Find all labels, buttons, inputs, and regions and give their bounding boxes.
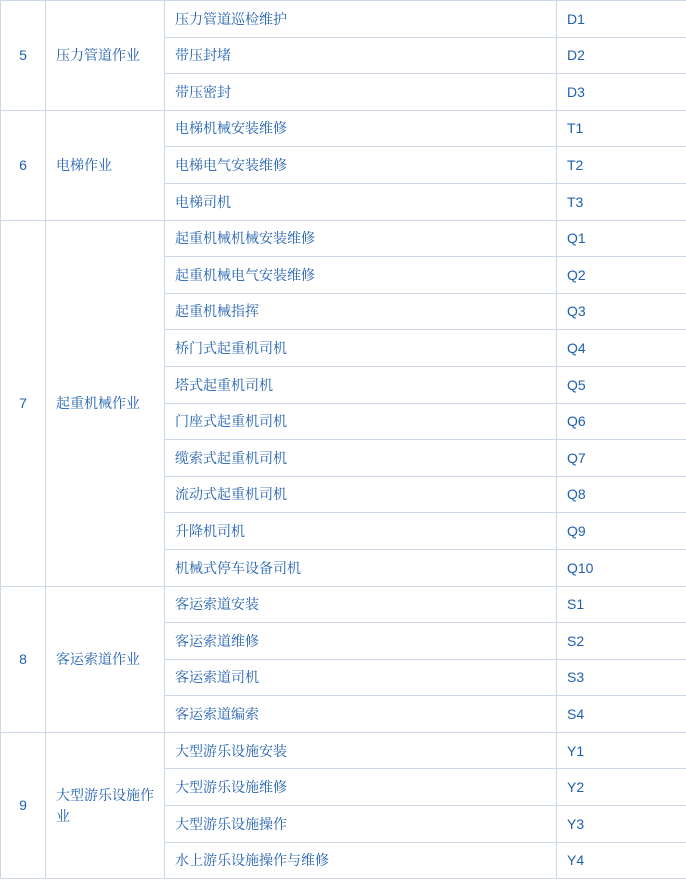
table-row [1,586,686,623]
row-item-name: 起重机械电气安装维修 [165,257,557,294]
row-item-name: 电梯司机 [165,183,557,220]
row-item-code: S3 [557,659,686,696]
row-item-name: 带压密封 [165,74,557,111]
row-item-name: 机械式停车设备司机 [165,549,557,586]
row-item-code: D2 [557,37,686,74]
row-item-code: S4 [557,696,686,733]
row-index: 6 [1,110,46,220]
row-item-name: 客运索道编索 [165,696,557,733]
row-item-code: Q6 [557,403,686,440]
row-item-code: Y1 [557,732,686,769]
row-item-code: Y3 [557,806,686,843]
row-category: 客运索道作业 [46,586,165,732]
row-index: 8 [1,586,46,732]
row-item-code: S2 [557,623,686,660]
row-item-code: Y2 [557,769,686,806]
row-item-code: T3 [557,183,686,220]
row-category: 大型游乐设施作业 [46,732,165,878]
row-item-code: Q7 [557,440,686,477]
row-item-code: Q8 [557,476,686,513]
table-row [1,220,686,257]
table-row [1,1,686,38]
row-item-name: 带压封堵 [165,37,557,74]
row-index: 7 [1,220,46,586]
row-item-code: Q5 [557,366,686,403]
row-item-name: 大型游乐设施维修 [165,769,557,806]
row-category: 电梯作业 [46,110,165,220]
row-category: 压力管道作业 [46,1,165,111]
row-item-name: 电梯机械安装维修 [165,110,557,147]
row-item-code: Q1 [557,220,686,257]
row-item-code: Q2 [557,257,686,294]
row-item-name: 起重机械指挥 [165,293,557,330]
row-item-name: 大型游乐设施操作 [165,806,557,843]
table-body [1,1,686,879]
row-item-code: T1 [557,110,686,147]
row-item-code: Q10 [557,549,686,586]
table-row [1,110,686,147]
row-item-code: Q9 [557,513,686,550]
row-item-code: Y4 [557,842,686,879]
row-item-name: 客运索道维修 [165,623,557,660]
row-item-name: 缆索式起重机司机 [165,440,557,477]
row-index: 5 [1,1,46,111]
row-item-code: Q4 [557,330,686,367]
row-item-code: S1 [557,586,686,623]
row-item-code: Q3 [557,293,686,330]
table-row [1,732,686,769]
row-index: 9 [1,732,46,878]
row-item-name: 升降机司机 [165,513,557,550]
row-item-name: 流动式起重机司机 [165,476,557,513]
row-item-code: T2 [557,147,686,184]
row-item-name: 桥门式起重机司机 [165,330,557,367]
row-item-name: 塔式起重机司机 [165,366,557,403]
row-item-name: 大型游乐设施安装 [165,732,557,769]
row-item-name: 水上游乐设施操作与维修 [165,842,557,879]
row-item-name: 起重机械机械安装维修 [165,220,557,257]
row-item-name: 客运索道司机 [165,659,557,696]
row-item-code: D3 [557,74,686,111]
row-category: 起重机械作业 [46,220,165,586]
row-item-name: 压力管道巡检维护 [165,1,557,38]
row-item-code: D1 [557,1,686,38]
row-item-name: 电梯电气安装维修 [165,147,557,184]
row-item-name: 门座式起重机司机 [165,403,557,440]
row-item-name: 客运索道安装 [165,586,557,623]
